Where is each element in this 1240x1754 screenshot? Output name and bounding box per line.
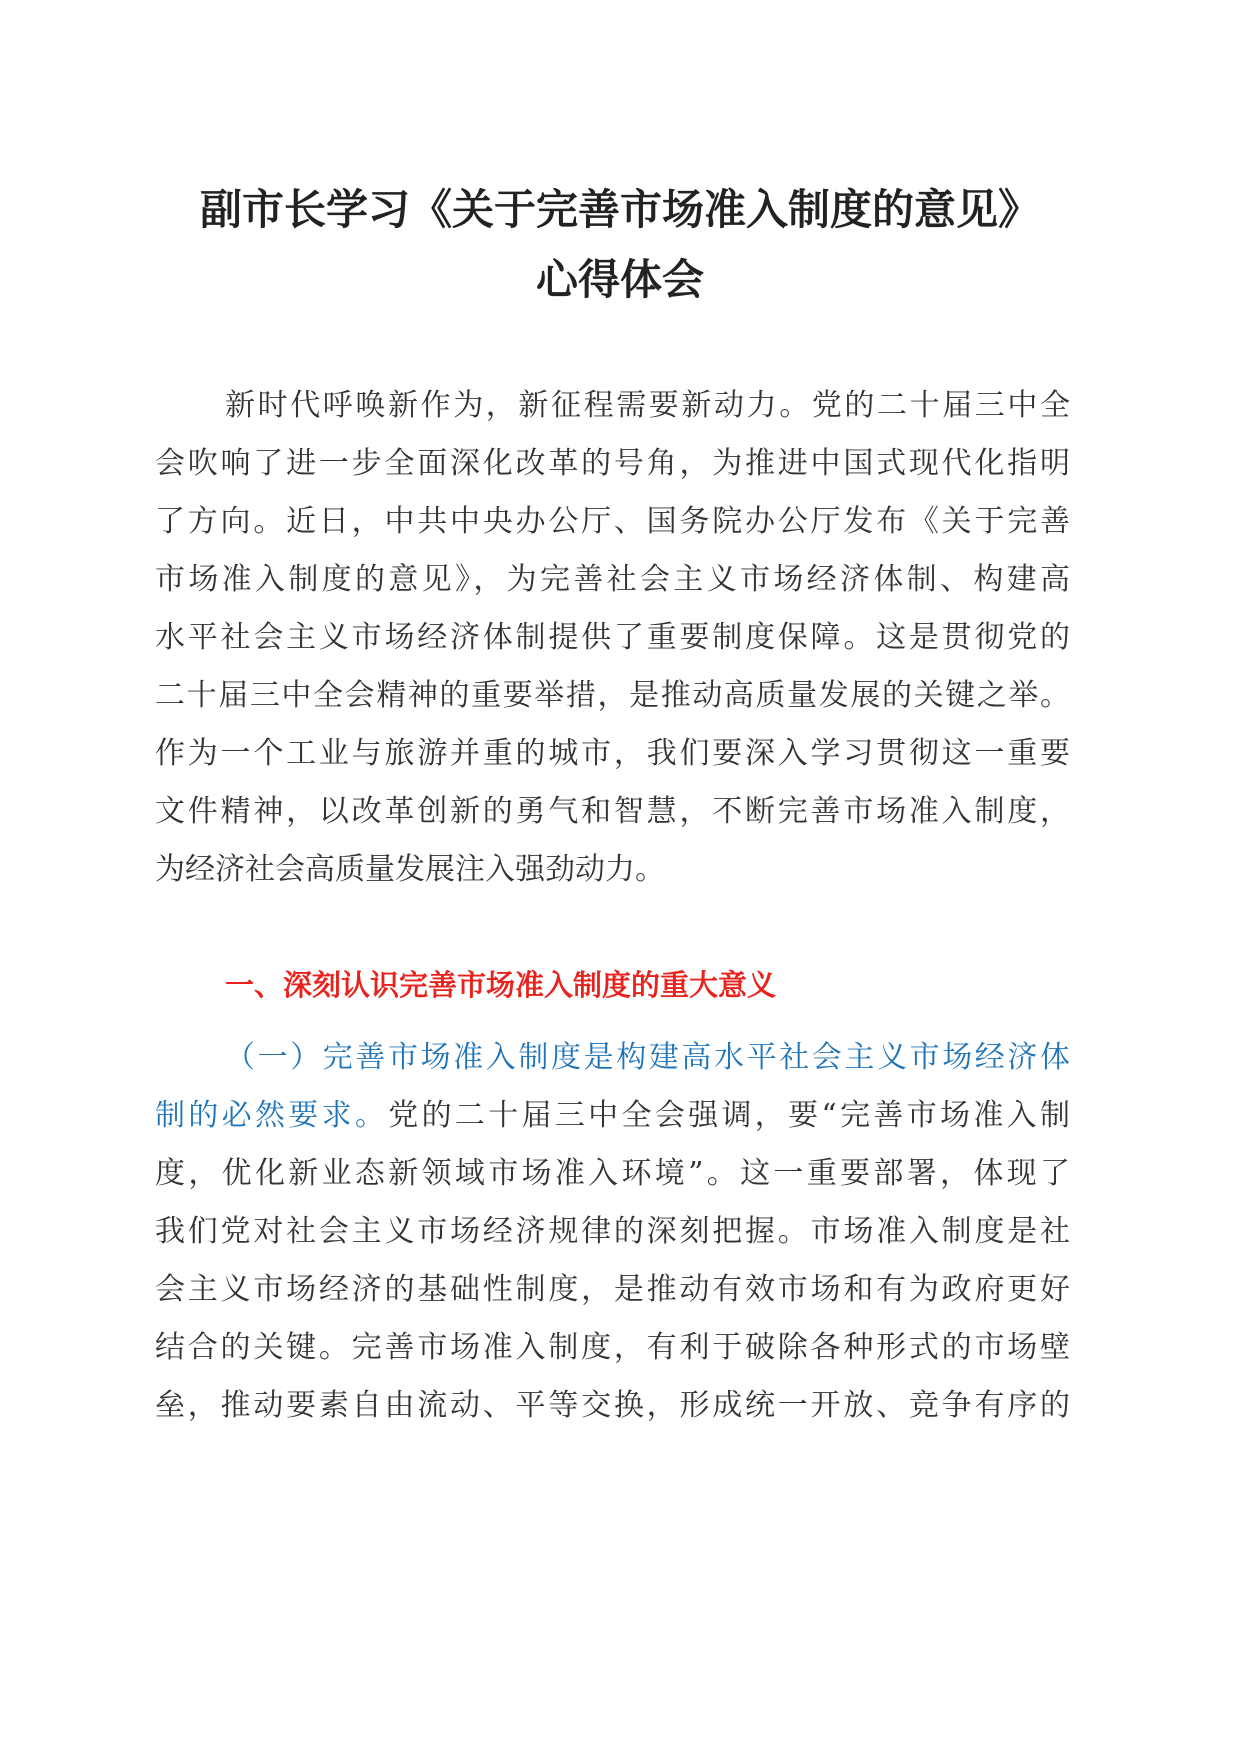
paragraph-line: 度，优化新业态新领域市场准入环境”。这一重要部署，体现了 (155, 1156, 1070, 1191)
paragraph-line: 我们党对社会主义市场经济规律的深刻把握。市场准入制度是社 (155, 1214, 1070, 1249)
subsection1-heading-continued: 制的必然要求。 (155, 1098, 389, 1133)
subsection1-heading: （一）完善市场准入制度是构建高水平社会主义市场经济体 (225, 1040, 1070, 1075)
paragraph-line: 会吹响了进一步全面深化改革的号角，为推进中国式现代化指明 (155, 446, 1070, 481)
paragraph-line: 水平社会主义市场经济体制提供了重要制度保障。这是贯彻党的 (155, 620, 1070, 655)
paragraph-line: 为经济社会高质量发展注入强劲动力。 (155, 852, 665, 887)
paragraph-line: 市场准入制度的意见》，为完善社会主义市场经济体制、构建高 (155, 562, 1070, 597)
paragraph-line-rest: 党的二十届三中全会强调，要“完善市场准入制 (388, 1098, 1070, 1133)
paragraph-line: 了方向。近日，中共中央办公厅、国务院办公厅发布《关于完善 (155, 504, 1070, 539)
paragraph-line: 新时代呼唤新作为，新征程需要新动力。党的二十届三中全 (225, 388, 1070, 423)
paragraph-line: 垒，推动要素自由流动、平等交换，形成统一开放、竞争有序的 (155, 1388, 1070, 1423)
document-title-line1: 副市长学习《关于完善市场准入制度的意见》 (199, 185, 1040, 234)
paragraph-line: 结合的关键。完善市场准入制度，有利于破除各种形式的市场壁 (155, 1330, 1070, 1365)
paragraph-line: 文件精神，以改革创新的勇气和智慧，不断完善市场准入制度， (155, 794, 1070, 829)
document-title-line2: 心得体会 (535, 255, 704, 304)
paragraph-line (155, 1096, 1070, 1136)
paragraph-line: 二十届三中全会精神的重要举措，是推动高质量发展的关键之举。 (155, 678, 1070, 713)
section1-heading: 一、深刻认识完善市场准入制度的重大意义 (225, 968, 777, 1002)
paragraph-line: 会主义市场经济的基础性制度，是推动有效市场和有为政府更好 (155, 1272, 1070, 1307)
paragraph-line: 作为一个工业与旅游并重的城市，我们要深入学习贯彻这一重要 (155, 736, 1070, 771)
